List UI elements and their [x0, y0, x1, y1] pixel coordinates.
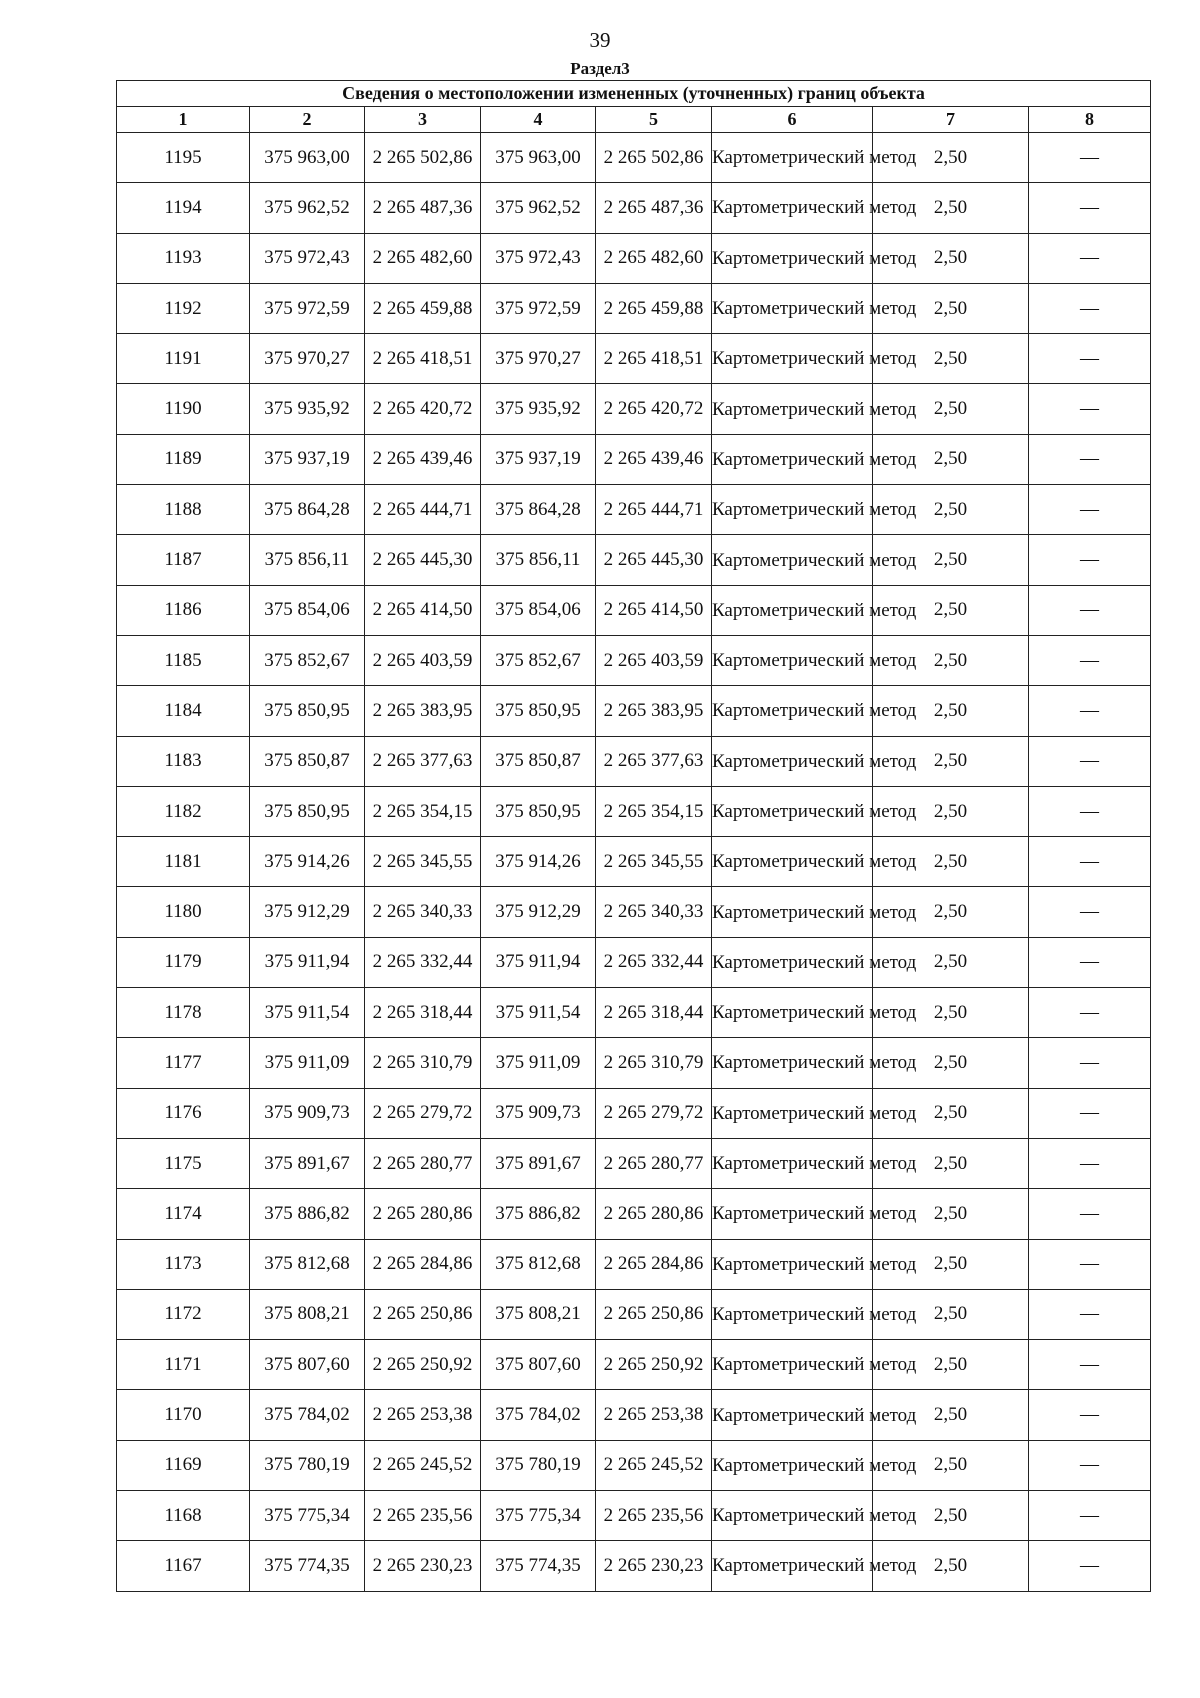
existing-y-cell: 2 265 310,79 [365, 1038, 481, 1088]
new-x-cell: 375 864,28 [481, 485, 596, 535]
existing-x-cell: 375 774,35 [250, 1541, 365, 1591]
existing-y-cell: 2 265 487,36 [365, 183, 481, 233]
accuracy-cell: 2,50 [873, 686, 1029, 736]
table-row [117, 485, 1151, 535]
point-number-cell: 1188 [117, 485, 250, 535]
method-cell: Картометрический метод [712, 1038, 873, 1088]
table-row [117, 988, 1151, 1038]
new-y-cell: 2 265 439,46 [596, 434, 712, 484]
existing-x-cell: 375 963,00 [250, 133, 365, 183]
existing-x-cell: 375 962,52 [250, 183, 365, 233]
table-row [117, 837, 1151, 887]
method-cell: Картометрический метод [712, 1491, 873, 1541]
point-number-cell: 1176 [117, 1088, 250, 1138]
accuracy-cell: 2,50 [873, 1541, 1029, 1591]
point-number-cell: 1184 [117, 686, 250, 736]
point-number-cell: 1181 [117, 837, 250, 887]
method-cell: Картометрический метод [712, 434, 873, 484]
table-row [117, 183, 1151, 233]
note-cell: — [1029, 1289, 1151, 1339]
new-y-cell: 2 265 318,44 [596, 988, 712, 1038]
existing-y-cell: 2 265 230,23 [365, 1541, 481, 1591]
accuracy-cell: 2,50 [873, 1491, 1029, 1541]
table-row [117, 1440, 1151, 1490]
table-row [117, 1390, 1151, 1440]
existing-x-cell: 375 972,43 [250, 233, 365, 283]
table-row [117, 585, 1151, 635]
existing-x-cell: 375 911,94 [250, 937, 365, 987]
point-number-cell: 1170 [117, 1390, 250, 1440]
point-number-cell: 1169 [117, 1440, 250, 1490]
table-row [117, 1239, 1151, 1289]
new-y-cell: 2 265 502,86 [596, 133, 712, 183]
table-row [117, 384, 1151, 434]
table-body [117, 133, 1151, 1592]
table-row [117, 635, 1151, 685]
new-y-cell: 2 265 253,38 [596, 1390, 712, 1440]
existing-y-cell: 2 265 279,72 [365, 1088, 481, 1138]
existing-y-cell: 2 265 445,30 [365, 535, 481, 585]
column-number-row [117, 107, 1151, 133]
point-number-cell: 1167 [117, 1541, 250, 1591]
new-x-cell: 375 914,26 [481, 837, 596, 887]
existing-x-cell: 375 812,68 [250, 1239, 365, 1289]
accuracy-cell: 2,50 [873, 334, 1029, 384]
new-x-cell: 375 780,19 [481, 1440, 596, 1490]
new-y-cell: 2 265 418,51 [596, 334, 712, 384]
method-cell: Картометрический метод [712, 1390, 873, 1440]
existing-x-cell: 375 784,02 [250, 1390, 365, 1440]
accuracy-cell: 2,50 [873, 635, 1029, 685]
new-x-cell: 375 775,34 [481, 1491, 596, 1541]
note-cell: — [1029, 585, 1151, 635]
method-cell: Картометрический метод [712, 183, 873, 233]
existing-x-cell: 375 891,67 [250, 1138, 365, 1188]
existing-y-cell: 2 265 418,51 [365, 334, 481, 384]
point-number-cell: 1195 [117, 133, 250, 183]
accuracy-cell: 2,50 [873, 585, 1029, 635]
new-y-cell: 2 265 280,86 [596, 1189, 712, 1239]
section-title: Раздел3 [570, 59, 630, 78]
accuracy-cell: 2,50 [873, 887, 1029, 937]
new-x-cell: 375 850,87 [481, 736, 596, 786]
table-caption: Сведения о местоположении измененных (уточненных) границ объекта [117, 81, 1151, 107]
existing-y-cell: 2 265 482,60 [365, 233, 481, 283]
existing-y-cell: 2 265 235,56 [365, 1491, 481, 1541]
note-cell: — [1029, 635, 1151, 685]
method-cell: Картометрический метод [712, 837, 873, 887]
point-number-cell: 1180 [117, 887, 250, 937]
column-number: 4 [481, 107, 596, 133]
new-y-cell: 2 265 250,86 [596, 1289, 712, 1339]
existing-y-cell: 2 265 439,46 [365, 434, 481, 484]
note-cell: — [1029, 133, 1151, 183]
point-number-cell: 1173 [117, 1239, 250, 1289]
point-number-cell: 1177 [117, 1038, 250, 1088]
method-cell: Картометрический метод [712, 736, 873, 786]
new-x-cell: 375 962,52 [481, 183, 596, 233]
method-cell: Картометрический метод [712, 1239, 873, 1289]
existing-x-cell: 375 912,29 [250, 887, 365, 937]
new-y-cell: 2 265 459,88 [596, 283, 712, 333]
new-x-cell: 375 856,11 [481, 535, 596, 585]
method-cell: Картометрический метод [712, 535, 873, 585]
existing-x-cell: 375 808,21 [250, 1289, 365, 1339]
column-number: 7 [873, 107, 1029, 133]
point-number-cell: 1186 [117, 585, 250, 635]
method-cell: Картометрический метод [712, 937, 873, 987]
existing-y-cell: 2 265 245,52 [365, 1440, 481, 1490]
method-cell: Картометрический метод [712, 585, 873, 635]
new-y-cell: 2 265 340,33 [596, 887, 712, 937]
new-x-cell: 375 850,95 [481, 786, 596, 836]
point-number-cell: 1193 [117, 233, 250, 283]
existing-y-cell: 2 265 345,55 [365, 837, 481, 887]
point-number-cell: 1179 [117, 937, 250, 987]
point-number-cell: 1174 [117, 1189, 250, 1239]
method-cell: Картометрический метод [712, 133, 873, 183]
note-cell: — [1029, 736, 1151, 786]
existing-x-cell: 375 937,19 [250, 434, 365, 484]
new-y-cell: 2 265 345,55 [596, 837, 712, 887]
existing-x-cell: 375 850,95 [250, 786, 365, 836]
new-x-cell: 375 891,67 [481, 1138, 596, 1188]
point-number-cell: 1194 [117, 183, 250, 233]
note-cell: — [1029, 535, 1151, 585]
new-x-cell: 375 808,21 [481, 1289, 596, 1339]
note-cell: — [1029, 485, 1151, 535]
new-y-cell: 2 265 245,52 [596, 1440, 712, 1490]
accuracy-cell: 2,50 [873, 1038, 1029, 1088]
column-number: 3 [365, 107, 481, 133]
method-cell: Картометрический метод [712, 1440, 873, 1490]
new-x-cell: 375 970,27 [481, 334, 596, 384]
accuracy-cell: 2,50 [873, 133, 1029, 183]
note-cell: — [1029, 1038, 1151, 1088]
existing-y-cell: 2 265 332,44 [365, 937, 481, 987]
point-number-cell: 1171 [117, 1340, 250, 1390]
new-y-cell: 2 265 482,60 [596, 233, 712, 283]
existing-x-cell: 375 970,27 [250, 334, 365, 384]
point-number-cell: 1192 [117, 283, 250, 333]
method-cell: Картометрический метод [712, 786, 873, 836]
point-number-cell: 1178 [117, 988, 250, 1038]
existing-y-cell: 2 265 502,86 [365, 133, 481, 183]
note-cell: — [1029, 1088, 1151, 1138]
accuracy-cell: 2,50 [873, 1289, 1029, 1339]
existing-x-cell: 375 780,19 [250, 1440, 365, 1490]
existing-x-cell: 375 856,11 [250, 535, 365, 585]
existing-y-cell: 2 265 459,88 [365, 283, 481, 333]
note-cell: — [1029, 1239, 1151, 1289]
table-row [117, 233, 1151, 283]
point-number-cell: 1190 [117, 384, 250, 434]
note-cell: — [1029, 434, 1151, 484]
existing-x-cell: 375 775,34 [250, 1491, 365, 1541]
point-number-cell: 1183 [117, 736, 250, 786]
existing-y-cell: 2 265 280,77 [365, 1138, 481, 1188]
column-number: 2 [250, 107, 365, 133]
existing-x-cell: 375 850,87 [250, 736, 365, 786]
table-row [117, 334, 1151, 384]
note-cell: — [1029, 384, 1151, 434]
new-x-cell: 375 963,00 [481, 133, 596, 183]
accuracy-cell: 2,50 [873, 1390, 1029, 1440]
existing-x-cell: 375 854,06 [250, 585, 365, 635]
point-number-cell: 1175 [117, 1138, 250, 1188]
table-row [117, 1038, 1151, 1088]
note-cell: — [1029, 233, 1151, 283]
note-cell: — [1029, 887, 1151, 937]
table-row [117, 434, 1151, 484]
method-cell: Картометрический метод [712, 283, 873, 333]
new-y-cell: 2 265 279,72 [596, 1088, 712, 1138]
existing-y-cell: 2 265 403,59 [365, 635, 481, 685]
existing-x-cell: 375 850,95 [250, 686, 365, 736]
new-x-cell: 375 886,82 [481, 1189, 596, 1239]
method-cell: Картометрический метод [712, 1138, 873, 1188]
new-x-cell: 375 911,54 [481, 988, 596, 1038]
accuracy-cell: 2,50 [873, 1340, 1029, 1390]
existing-y-cell: 2 265 318,44 [365, 988, 481, 1038]
accuracy-cell: 2,50 [873, 837, 1029, 887]
existing-y-cell: 2 265 414,50 [365, 585, 481, 635]
new-y-cell: 2 265 414,50 [596, 585, 712, 635]
new-x-cell: 375 909,73 [481, 1088, 596, 1138]
table-row [117, 535, 1151, 585]
accuracy-cell: 2,50 [873, 736, 1029, 786]
accuracy-cell: 2,50 [873, 937, 1029, 987]
method-cell: Картометрический метод [712, 384, 873, 434]
note-cell: — [1029, 334, 1151, 384]
existing-x-cell: 375 911,09 [250, 1038, 365, 1088]
accuracy-cell: 2,50 [873, 384, 1029, 434]
existing-x-cell: 375 911,54 [250, 988, 365, 1038]
accuracy-cell: 2,50 [873, 485, 1029, 535]
table-row [117, 1189, 1151, 1239]
new-y-cell: 2 265 284,86 [596, 1239, 712, 1289]
existing-x-cell: 375 972,59 [250, 283, 365, 333]
existing-x-cell: 375 886,82 [250, 1189, 365, 1239]
existing-y-cell: 2 265 284,86 [365, 1239, 481, 1289]
table-row [117, 1138, 1151, 1188]
accuracy-cell: 2,50 [873, 283, 1029, 333]
point-number-cell: 1187 [117, 535, 250, 585]
point-number-cell: 1182 [117, 786, 250, 836]
method-cell: Картометрический метод [712, 1541, 873, 1591]
accuracy-cell: 2,50 [873, 233, 1029, 283]
new-y-cell: 2 265 420,72 [596, 384, 712, 434]
note-cell: — [1029, 837, 1151, 887]
table-row [117, 887, 1151, 937]
new-x-cell: 375 850,95 [481, 686, 596, 736]
existing-y-cell: 2 265 340,33 [365, 887, 481, 937]
method-cell: Картометрический метод [712, 485, 873, 535]
new-y-cell: 2 265 444,71 [596, 485, 712, 535]
accuracy-cell: 2,50 [873, 1440, 1029, 1490]
table-row [117, 686, 1151, 736]
accuracy-cell: 2,50 [873, 1239, 1029, 1289]
point-number-cell: 1172 [117, 1289, 250, 1339]
accuracy-cell: 2,50 [873, 434, 1029, 484]
note-cell: — [1029, 183, 1151, 233]
table-row [117, 1289, 1151, 1339]
new-y-cell: 2 265 377,63 [596, 736, 712, 786]
existing-x-cell: 375 935,92 [250, 384, 365, 434]
new-x-cell: 375 912,29 [481, 887, 596, 937]
existing-y-cell: 2 265 444,71 [365, 485, 481, 535]
existing-y-cell: 2 265 383,95 [365, 686, 481, 736]
table-row [117, 1541, 1151, 1591]
note-cell: — [1029, 1390, 1151, 1440]
new-x-cell: 375 784,02 [481, 1390, 596, 1440]
new-y-cell: 2 265 403,59 [596, 635, 712, 685]
note-cell: — [1029, 1189, 1151, 1239]
new-x-cell: 375 911,09 [481, 1038, 596, 1088]
note-cell: — [1029, 1138, 1151, 1188]
column-number: 1 [117, 107, 250, 133]
accuracy-cell: 2,50 [873, 1189, 1029, 1239]
note-cell: — [1029, 686, 1151, 736]
page-number: 39 [589, 28, 611, 52]
existing-x-cell: 375 807,60 [250, 1340, 365, 1390]
new-y-cell: 2 265 230,23 [596, 1541, 712, 1591]
table-row [117, 1340, 1151, 1390]
new-y-cell: 2 265 235,56 [596, 1491, 712, 1541]
new-y-cell: 2 265 250,92 [596, 1340, 712, 1390]
new-y-cell: 2 265 280,77 [596, 1138, 712, 1188]
accuracy-cell: 2,50 [873, 988, 1029, 1038]
method-cell: Картометрический метод [712, 887, 873, 937]
new-x-cell: 375 935,92 [481, 384, 596, 434]
new-y-cell: 2 265 354,15 [596, 786, 712, 836]
note-cell: — [1029, 1340, 1151, 1390]
coordinates-table [116, 80, 1151, 1592]
table-row [117, 283, 1151, 333]
point-number-cell: 1185 [117, 635, 250, 685]
method-cell: Картометрический метод [712, 1289, 873, 1339]
new-y-cell: 2 265 332,44 [596, 937, 712, 987]
point-number-cell: 1168 [117, 1491, 250, 1541]
method-cell: Картометрический метод [712, 334, 873, 384]
new-x-cell: 375 972,43 [481, 233, 596, 283]
new-y-cell: 2 265 445,30 [596, 535, 712, 585]
accuracy-cell: 2,50 [873, 183, 1029, 233]
existing-x-cell: 375 852,67 [250, 635, 365, 685]
existing-y-cell: 2 265 253,38 [365, 1390, 481, 1440]
column-number: 8 [1029, 107, 1151, 133]
method-cell: Картометрический метод [712, 1340, 873, 1390]
table-row [117, 133, 1151, 183]
column-number: 6 [712, 107, 873, 133]
new-x-cell: 375 852,67 [481, 635, 596, 685]
new-y-cell: 2 265 310,79 [596, 1038, 712, 1088]
note-cell: — [1029, 988, 1151, 1038]
existing-y-cell: 2 265 280,86 [365, 1189, 481, 1239]
table-row [117, 786, 1151, 836]
accuracy-cell: 2,50 [873, 1138, 1029, 1188]
new-x-cell: 375 812,68 [481, 1239, 596, 1289]
method-cell: Картометрический метод [712, 1189, 873, 1239]
new-x-cell: 375 774,35 [481, 1541, 596, 1591]
existing-y-cell: 2 265 250,92 [365, 1340, 481, 1390]
note-cell: — [1029, 937, 1151, 987]
existing-y-cell: 2 265 250,86 [365, 1289, 481, 1339]
note-cell: — [1029, 1440, 1151, 1490]
existing-x-cell: 375 909,73 [250, 1088, 365, 1138]
point-number-cell: 1191 [117, 334, 250, 384]
new-x-cell: 375 911,94 [481, 937, 596, 987]
accuracy-cell: 2,50 [873, 535, 1029, 585]
new-y-cell: 2 265 383,95 [596, 686, 712, 736]
existing-y-cell: 2 265 377,63 [365, 736, 481, 786]
new-x-cell: 375 937,19 [481, 434, 596, 484]
new-x-cell: 375 807,60 [481, 1340, 596, 1390]
existing-x-cell: 375 864,28 [250, 485, 365, 535]
column-number: 5 [596, 107, 712, 133]
note-cell: — [1029, 786, 1151, 836]
table-row [117, 1491, 1151, 1541]
note-cell: — [1029, 1541, 1151, 1591]
accuracy-cell: 2,50 [873, 1088, 1029, 1138]
method-cell: Картометрический метод [712, 635, 873, 685]
existing-y-cell: 2 265 420,72 [365, 384, 481, 434]
method-cell: Картометрический метод [712, 988, 873, 1038]
existing-y-cell: 2 265 354,15 [365, 786, 481, 836]
table-row [117, 736, 1151, 786]
existing-x-cell: 375 914,26 [250, 837, 365, 887]
method-cell: Картометрический метод [712, 1088, 873, 1138]
new-x-cell: 375 854,06 [481, 585, 596, 635]
new-x-cell: 375 972,59 [481, 283, 596, 333]
note-cell: — [1029, 1491, 1151, 1541]
table-row [117, 1088, 1151, 1138]
method-cell: Картометрический метод [712, 233, 873, 283]
note-cell: — [1029, 283, 1151, 333]
accuracy-cell: 2,50 [873, 786, 1029, 836]
new-y-cell: 2 265 487,36 [596, 183, 712, 233]
method-cell: Картометрический метод [712, 686, 873, 736]
point-number-cell: 1189 [117, 434, 250, 484]
table-row [117, 937, 1151, 987]
